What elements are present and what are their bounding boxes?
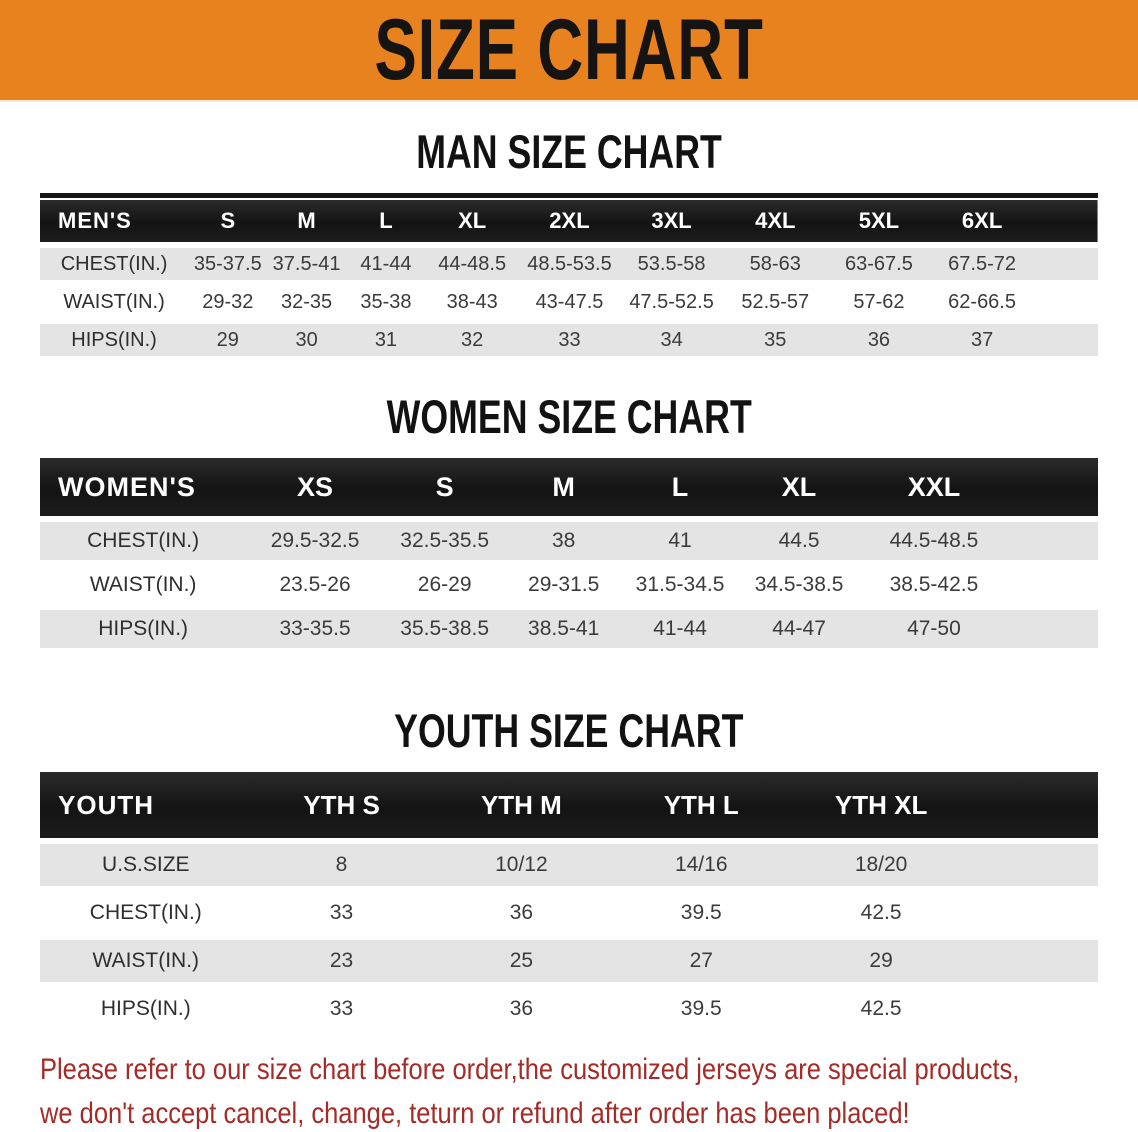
size-value-cell: 29	[216, 328, 239, 351]
size-value-cell: 43-47.5	[535, 290, 604, 313]
banner-title: SIZE CHART	[374, 2, 764, 98]
size-value-cell: 36	[509, 997, 534, 1020]
size-value-cell: 47.5-52.5	[629, 290, 714, 313]
youth-section	[0, 706, 1138, 1036]
men-size-col: L	[379, 208, 393, 233]
size-value-cell: 58-63	[749, 252, 801, 275]
youth-size-col: YTH S	[303, 789, 380, 820]
size-value-cell: 23	[329, 949, 354, 972]
men-size-col: M	[297, 208, 316, 233]
size-value-cell: 62-66.5	[948, 290, 1016, 313]
size-value-cell: 34	[660, 328, 683, 351]
women-size-table	[40, 452, 1098, 654]
men-section	[0, 127, 1138, 362]
row-label: U.S.SIZE	[102, 853, 190, 876]
row-label: CHEST(IN.)	[87, 529, 200, 552]
table-row	[40, 522, 1098, 560]
row-label: WAIST(IN.)	[89, 573, 197, 596]
size-value-cell: 14/16	[674, 853, 728, 876]
banner	[0, 0, 1138, 102]
men-heading-text: MAN SIZE CHART	[416, 125, 722, 178]
size-value-cell: 44.5	[778, 529, 820, 552]
filler-cell	[971, 892, 1098, 934]
size-value-cell: 30	[295, 328, 318, 351]
row-label: CHEST(IN.)	[60, 252, 168, 275]
table-row	[40, 988, 1098, 1030]
size-value-cell: 10/12	[495, 853, 548, 876]
women-section	[0, 392, 1138, 654]
youth-header-band	[40, 772, 1098, 838]
footer-note	[0, 1050, 1138, 1132]
men-header-band	[40, 200, 1098, 242]
size-value-cell: 37.5-41	[272, 252, 341, 275]
size-value-cell: 32.5-35.5	[400, 529, 490, 552]
filler-cell	[1008, 458, 1098, 516]
table-row	[40, 248, 1098, 280]
size-value-cell: 41	[668, 529, 692, 552]
women-size-col: L	[671, 471, 689, 502]
size-value-cell: 33-35.5	[279, 617, 351, 640]
size-value-cell: 52.5-57	[741, 290, 810, 313]
youth-size-col: YTH M	[480, 789, 562, 820]
footer-line-1	[40, 1050, 1138, 1094]
women-size-col: XL	[781, 471, 817, 502]
men-size-col: S	[220, 208, 236, 233]
size-value-cell: 36	[509, 901, 534, 924]
size-value-cell: 44.5-48.5	[889, 529, 979, 552]
size-value-cell: 63-67.5	[845, 252, 913, 275]
youth-corner-label: YOUTH	[58, 789, 154, 820]
table-row	[40, 566, 1098, 604]
filler-cell	[971, 988, 1098, 1030]
filler-cell	[971, 844, 1098, 886]
filler-cell	[1008, 566, 1098, 604]
footer-line-1-text: Please refer to our size chart before order,the customized jerseys are special products,	[40, 1053, 1020, 1086]
size-value-cell: 39.5	[680, 901, 722, 924]
filler-cell	[1034, 248, 1098, 280]
table-row	[40, 324, 1098, 356]
youth-heading-text: YOUTH SIZE CHART	[394, 704, 744, 757]
men-size-col: 6XL	[961, 208, 1003, 233]
table-row	[40, 892, 1098, 934]
filler-cell	[1008, 610, 1098, 648]
men-heading	[0, 127, 1138, 177]
women-size-col: S	[435, 471, 454, 502]
row-label: HIPS(IN.)	[71, 328, 157, 351]
footer-line-2	[40, 1094, 1138, 1132]
size-value-cell: 33	[329, 901, 354, 924]
size-value-cell: 37	[970, 328, 994, 351]
youth-table-wrap	[0, 766, 1138, 1036]
size-value-cell: 35	[764, 328, 787, 351]
filler-cell	[971, 772, 1098, 838]
size-value-cell: 38.5-42.5	[889, 573, 979, 596]
table-row	[40, 844, 1098, 886]
size-value-cell: 67.5-72	[948, 252, 1016, 275]
size-value-cell: 35.5-38.5	[400, 617, 490, 640]
table-row	[40, 610, 1098, 648]
youth-size-table	[40, 766, 1098, 1036]
row-label: WAIST(IN.)	[92, 949, 200, 972]
size-value-cell: 29-31.5	[528, 573, 600, 596]
size-value-cell: 38.5-41	[528, 617, 600, 640]
women-heading	[0, 392, 1138, 442]
row-label: HIPS(IN.)	[100, 997, 191, 1020]
filler-cell	[1008, 522, 1098, 560]
size-value-cell: 25	[509, 949, 534, 972]
size-value-cell: 8	[335, 853, 348, 876]
size-value-cell: 47-50	[907, 617, 961, 640]
women-header-band	[40, 458, 1098, 516]
size-value-cell: 36	[867, 328, 891, 351]
men-size-col: 5XL	[858, 208, 900, 233]
filler-cell	[1034, 200, 1098, 242]
women-heading-text: WOMEN SIZE CHART	[386, 390, 752, 443]
size-value-cell: 34.5-38.5	[754, 573, 844, 596]
filler-cell	[1034, 286, 1098, 318]
youth-size-col: YTH XL	[834, 789, 928, 820]
size-value-cell: 41-44	[653, 617, 707, 640]
size-value-cell: 57-62	[853, 290, 905, 313]
size-value-cell: 23.5-26	[279, 573, 351, 596]
table-row	[40, 286, 1098, 318]
size-value-cell: 41-44	[360, 252, 412, 275]
table-row	[40, 940, 1098, 982]
size-value-cell: 27	[689, 949, 713, 972]
size-value-cell: 32-35	[281, 290, 333, 313]
size-value-cell: 29-32	[202, 290, 254, 313]
size-value-cell: 32	[461, 328, 484, 351]
men-size-col: 3XL	[651, 208, 692, 233]
youth-size-col: YTH L	[663, 789, 739, 820]
youth-heading	[0, 706, 1138, 756]
size-value-cell: 18/20	[854, 853, 908, 876]
women-size-col: M	[552, 471, 575, 502]
footer-line-2-text: we don't accept cancel, change, teturn or refund after order has been placed!	[40, 1097, 910, 1130]
size-value-cell: 26-29	[417, 573, 472, 596]
men-size-col: XL	[458, 208, 487, 233]
size-value-cell: 29.5-32.5	[270, 529, 360, 552]
women-table-wrap	[0, 452, 1138, 654]
women-corner-label: WOMEN'S	[58, 471, 196, 502]
row-label: CHEST(IN.)	[89, 901, 202, 924]
size-value-cell: 42.5	[860, 901, 902, 924]
size-value-cell: 53.5-58	[637, 252, 706, 275]
size-value-cell: 38-43	[446, 290, 498, 313]
filler-cell	[1034, 324, 1098, 356]
size-value-cell: 31	[374, 328, 398, 351]
women-size-col: XXL	[907, 471, 961, 502]
size-value-cell: 29	[869, 949, 893, 972]
men-table-wrap	[0, 194, 1138, 362]
men-corner-label: MEN'S	[58, 208, 132, 233]
row-label: HIPS(IN.)	[98, 617, 189, 640]
size-value-cell: 44-48.5	[438, 252, 507, 275]
size-value-cell: 33	[329, 997, 354, 1020]
size-value-cell: 42.5	[860, 997, 902, 1020]
men-size-col: 2XL	[549, 208, 590, 233]
filler-cell	[971, 940, 1098, 982]
men-size-col: 4XL	[755, 208, 796, 233]
row-label: WAIST(IN.)	[63, 290, 165, 313]
size-value-cell: 39.5	[680, 997, 722, 1020]
size-value-cell: 38	[551, 529, 576, 552]
size-value-cell: 31.5-34.5	[635, 573, 725, 596]
size-value-cell: 35-37.5	[193, 252, 262, 275]
size-value-cell: 33	[558, 328, 581, 351]
size-value-cell: 44-47	[772, 617, 826, 640]
size-value-cell: 35-38	[360, 290, 412, 313]
men-size-table	[40, 194, 1098, 362]
women-size-col: XS	[297, 471, 334, 502]
size-value-cell: 48.5-53.5	[527, 252, 612, 275]
